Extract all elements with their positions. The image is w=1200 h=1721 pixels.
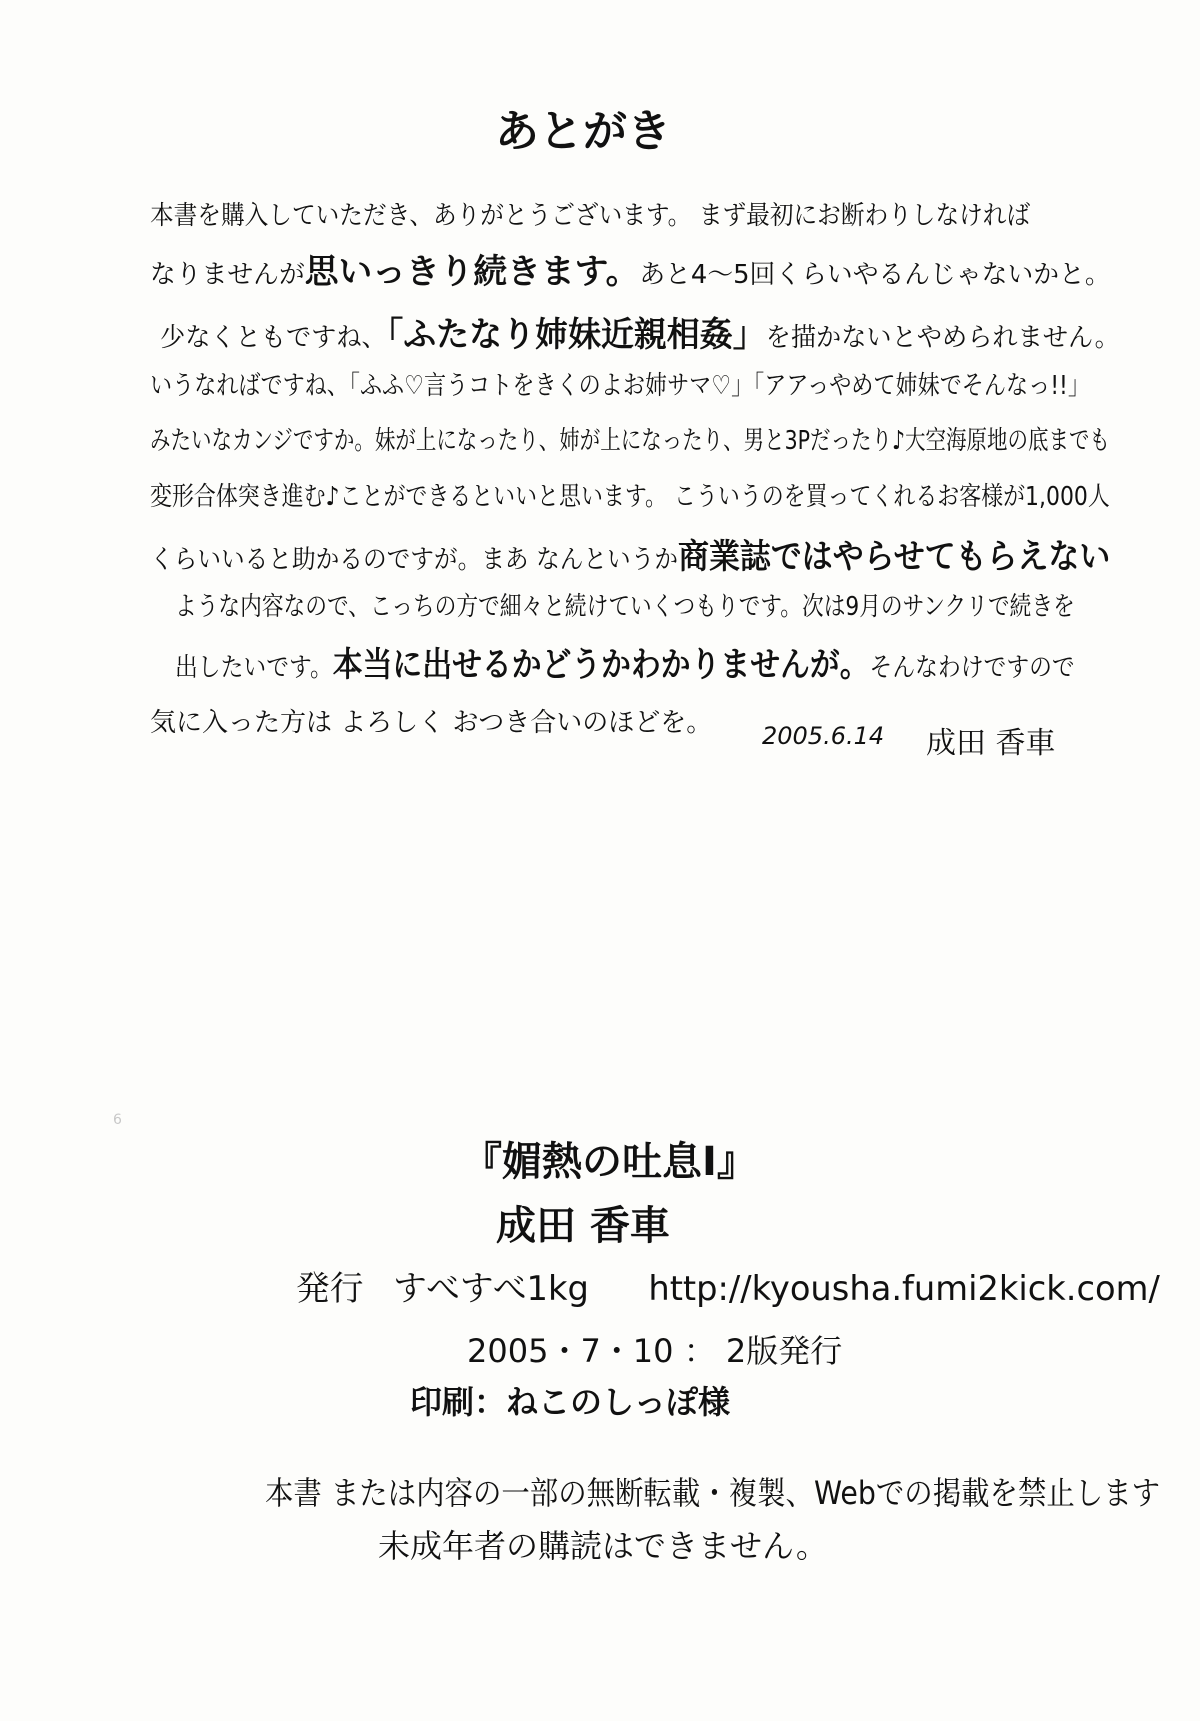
publisher-line bbox=[296, 1269, 1160, 1309]
circle-name: すべすべ1kg bbox=[393, 1269, 589, 1309]
body-text: ような内容なので、こっちの方で細々と続けていくつもりです。次は9月のサンクリで続きを bbox=[175, 592, 1075, 622]
body-text: を描かないとやめられません。 bbox=[765, 323, 1120, 353]
body-text: 出したいです。 bbox=[175, 653, 333, 683]
emphasis-text: 商業誌ではやらせてもらえない bbox=[678, 537, 1111, 577]
signature-name: 成田 香車 bbox=[926, 726, 1056, 761]
page-number: 6 bbox=[113, 1112, 122, 1128]
edition-date: 2005・7・10 ： 2版発行 bbox=[467, 1332, 843, 1370]
age-notice: 未成年者の購読はできません。 bbox=[378, 1527, 828, 1565]
afterword-line bbox=[150, 252, 1111, 292]
body-text: 少なくともですね、 bbox=[160, 323, 387, 353]
body-text: なりませんが bbox=[150, 260, 305, 290]
afterword-title: あとがき bbox=[495, 106, 671, 157]
body-text: くらいいると助かるのですが。まあ なんというか bbox=[150, 545, 679, 575]
body-text: いうなればですね、「ふふ♡言うコトをきくのよお姉サマ♡」「アアっやめて姉妹でそんなっ!!」 bbox=[150, 371, 1091, 401]
body-text: 本書を購入していただき、ありがとうございます。 まず最初にお断わりしなければ bbox=[150, 201, 1031, 231]
afterword-line bbox=[150, 537, 1111, 577]
afterword-line bbox=[150, 484, 1110, 510]
signature-date: 2005.6.14 bbox=[762, 722, 885, 750]
body-text: あと4～5回くらいやるんじゃないかと。 bbox=[639, 260, 1111, 290]
publisher-label: 発行 bbox=[296, 1269, 364, 1309]
emphasis-text: 思いっきり続きます。 bbox=[304, 252, 640, 292]
afterword-line bbox=[175, 594, 1075, 620]
book-title: 『媚熱の吐息Ⅰ』 bbox=[462, 1139, 757, 1185]
body-text: みたいなカンジですか。妹が上になったり、姉が上になったり、男と3Pだったり♪大空海原地の底までも bbox=[150, 426, 1110, 456]
website-url: http://kyousha.fumi2kick.com/ bbox=[648, 1269, 1160, 1309]
body-text: 気に入った方は よろしく おつき合いのほどを。 bbox=[150, 708, 713, 738]
afterword-line bbox=[150, 710, 712, 736]
body-text: そんなわけですので bbox=[869, 653, 1075, 683]
emphasis-text: 「ふたなり姉妹近親相姦」 bbox=[386, 315, 766, 355]
copyright-notice: 本書 または内容の一部の無断転載・複製、Webでの掲載を禁止します bbox=[265, 1474, 1161, 1512]
afterword-line bbox=[150, 428, 1110, 454]
afterword-line bbox=[160, 315, 1120, 355]
printer-credit: 印刷：ねこのしっぽ様 bbox=[410, 1383, 731, 1421]
afterword-line bbox=[175, 645, 1075, 685]
author-name: 成田 香車 bbox=[496, 1203, 670, 1249]
afterword-line bbox=[150, 203, 1030, 229]
body-text: 変形合体突き進む♪ことができるといいと思います。 こういうのを買ってくれるお客様が1,000人 bbox=[150, 482, 1110, 512]
afterword-line bbox=[150, 373, 1090, 399]
emphasis-text: 本当に出せるかどうかわかりませんが。 bbox=[332, 645, 870, 685]
